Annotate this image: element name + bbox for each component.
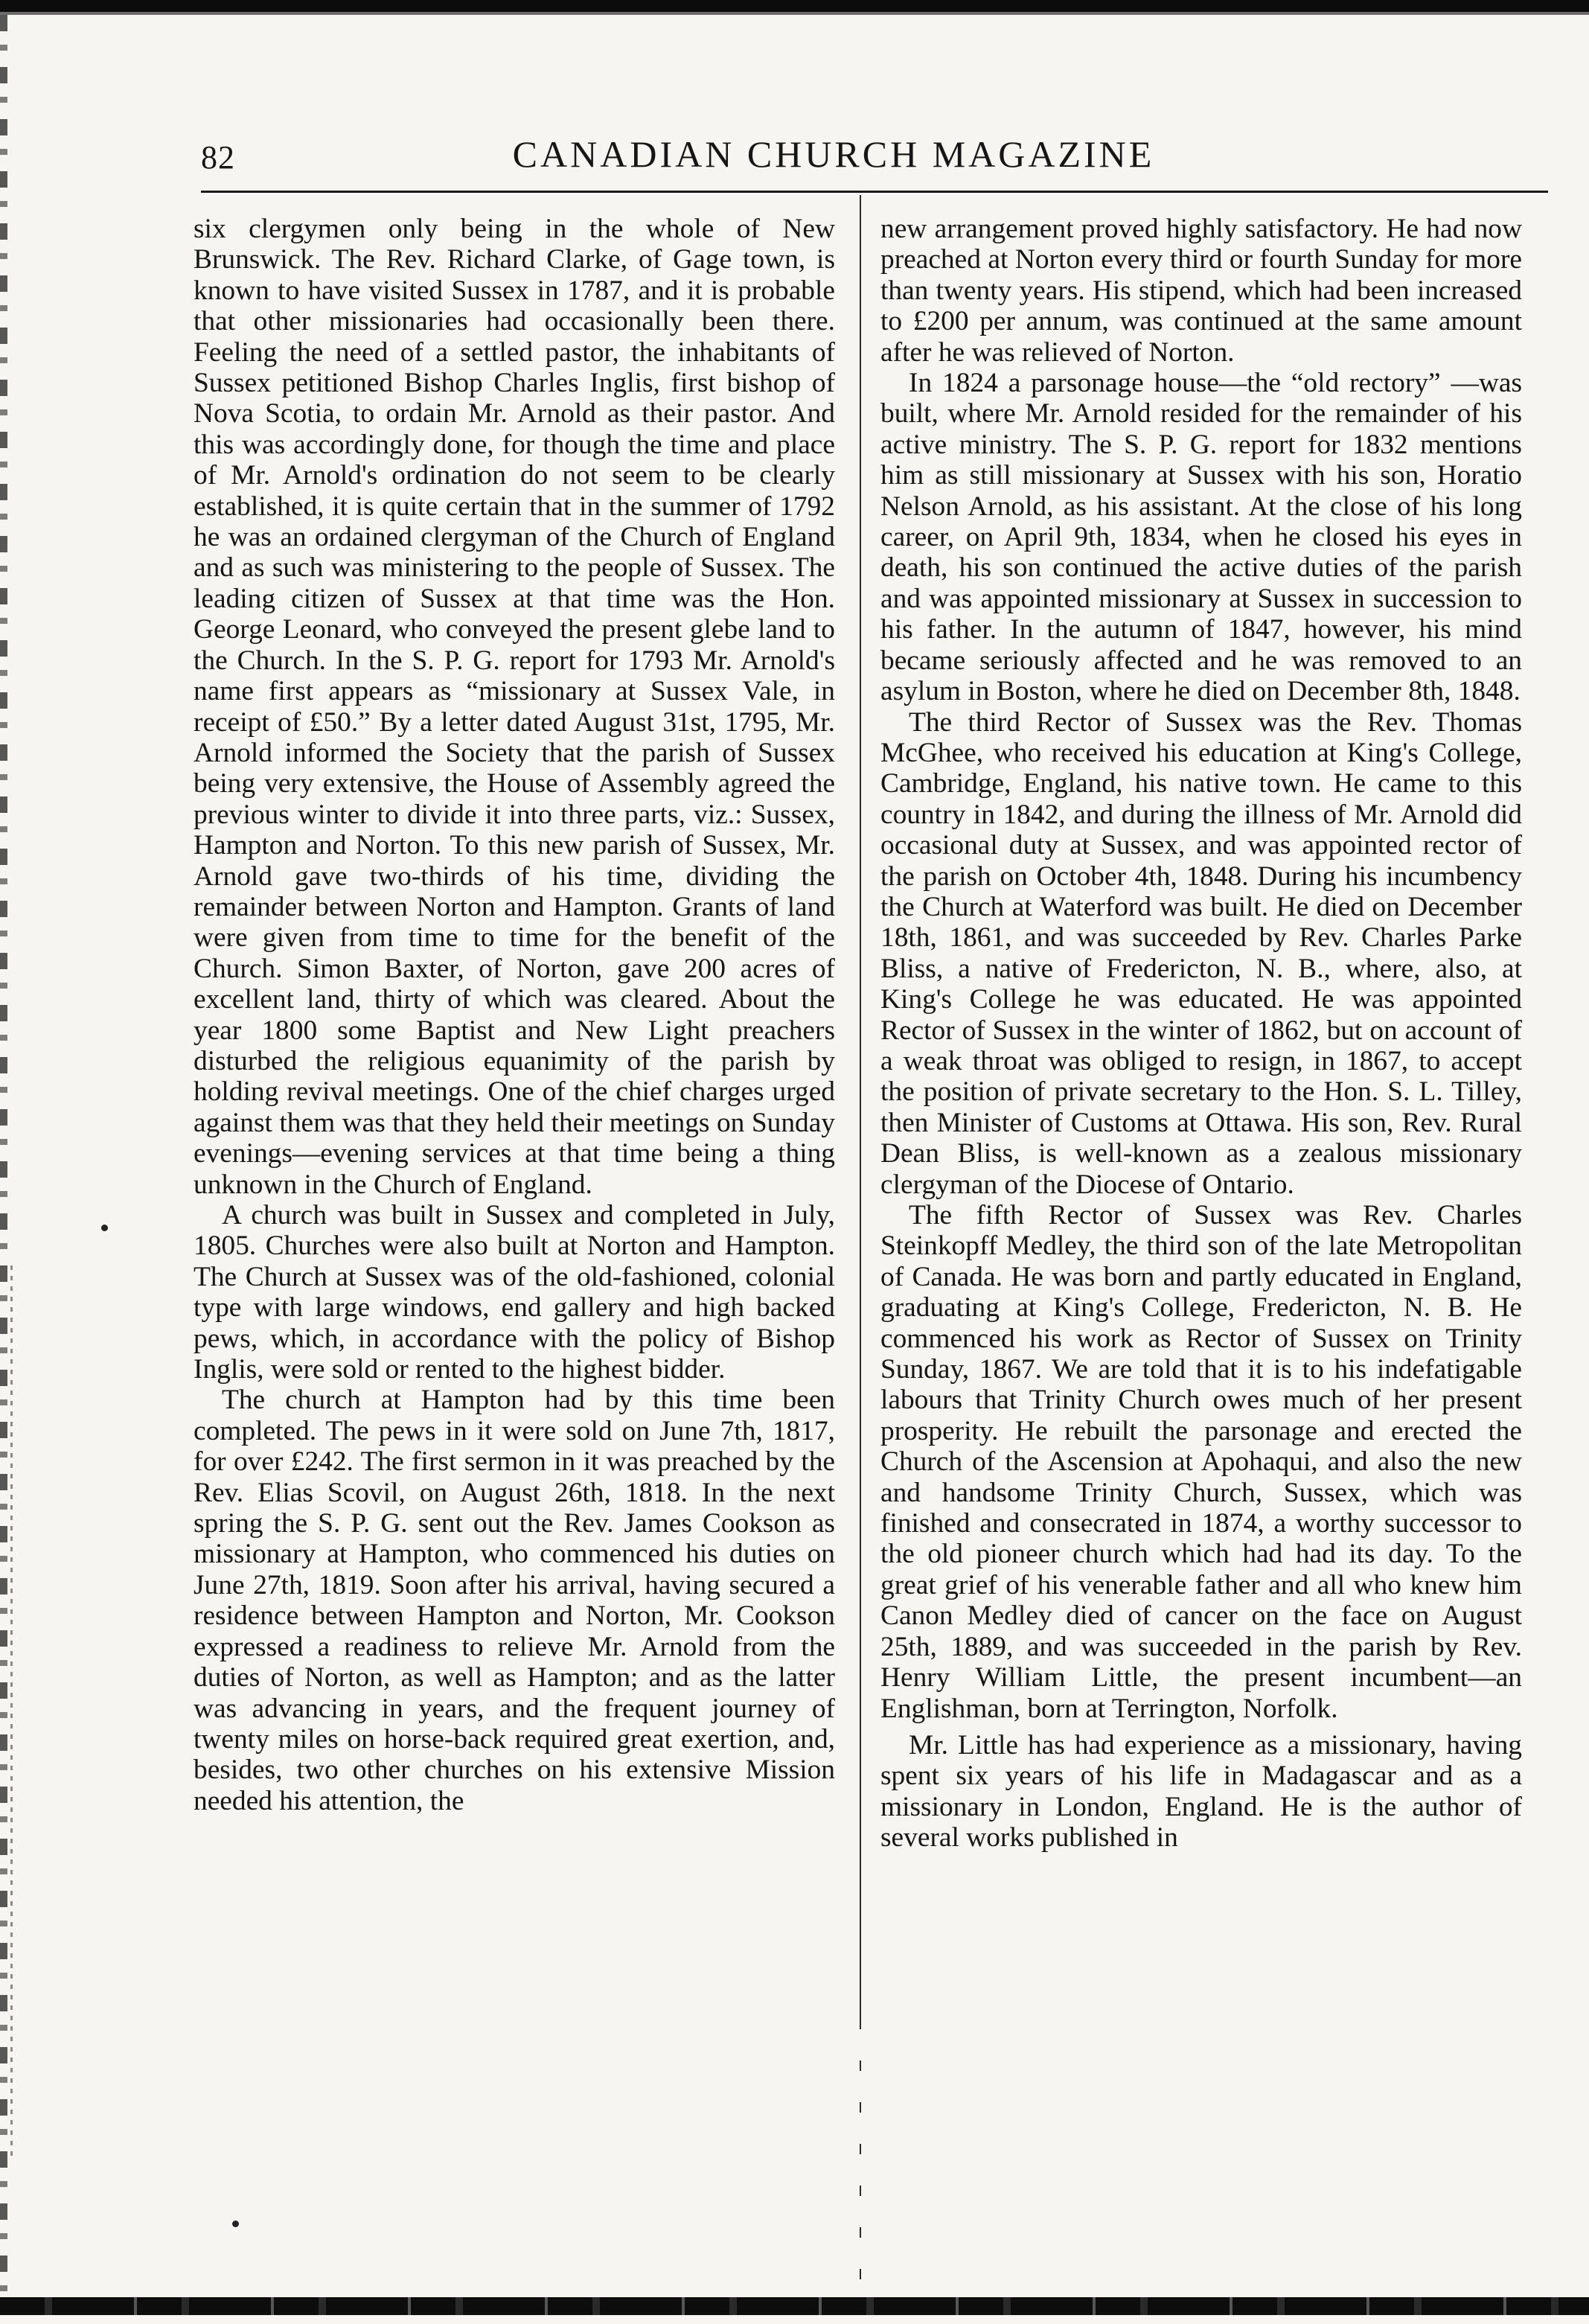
right-paragraph-4: The fifth Rector of Sussex was Rev. Charles Steinkopff Medley, the third son of the late Metropolitan of Canada. He was born and partly educated in England, graduating at King's College, Fredericton, N. B. He commenced his work as Rector of Sussex on Trinity Sunday, 1867. We are told that it is to his indefatigable labours that Trinity Church owes much of her present prosperity. He rebuilt the parsonage and erected the Church of the Ascension at Apohaqui, and also the new and handsome Trinity Church, Sussex, which was finished and consecrated in 1874, a worthy successor to the old pioneer church which had had its day. To the great grief of his venerable father and all who knew him Canon Medley died of cancer on the face on August 25th, 1889, and was succeeded in the parish by Rev. Henry William Little, the present incumbent—an Englishman, born at Terrington, Norfolk. (880, 1200, 1522, 1724)
right-paragraph-2: In 1824 a parsonage house—the “old rectory” —was built, where Mr. Arnold resided for the remainder of his active ministry. The S. P. G. report for 1832 mentions him as still missionary at Sussex with his son, Horatio Nelson Arnold, as his assistant. At the close of his long career, on April 9th, 1834, when he closed his eyes in death, his son continued the active duties of the parish and was appointed missionary at Sussex in succession to his father. In the autumn of 1847, however, his mind became seriously affected and he was removed to an asylum in Boston, where he died on December 8th, 1848. (880, 368, 1522, 707)
right-paragraph-3: The third Rector of Sussex was the Rev. Thomas McGhee, who received his education at King's College, Cambridge, England, his native town. He came to this country in 1842, and during the illness of Mr. Arnold did occasional duty at Sussex, and was appointed rector of the parish on October 4th, 1848. During his incumbency the Church at Waterford was built. He died on December 18th, 1861, and was succeeded by Rev. Charles Parke Bliss, a native of Fredericton, N. B., where, also, at King's College he was educated. He was appointed Rector of Sussex in the winter of 1862, but on account of a weak throat was obliged to resign, in 1867, to accept the position of private secretary to the Hon. S. L. Tilley, then Minister of Customs at Ottawa. His son, Rev. Rural Dean Bliss, is well-known as a zealous missionary clergyman of the Diocese of Ontario. (880, 706, 1522, 1200)
column-divider (860, 195, 861, 2019)
page-header (201, 133, 1466, 185)
page-number: 82 (201, 139, 235, 176)
footer-mark-dot (232, 2221, 239, 2227)
left-paragraph-3: The church at Hampton had by this time been completed. The pews in it were sold on June 7th, 1817, for over £242. The first sermon in it was preached by the Rev. Elias Scovil, on August 26th, 1818. In the next spring the S. P. G. sent out the Rev. James Cookson as missionary at Hampton, who commenced his duties on June 27th, 1819. Soon after his arrival, having secured a residence between Hampton and Norton, Mr. Cookson expressed a readiness to relieve Mr. Arnold from the duties of Norton, as well as Hampton; and as the latter was advancing in years, and the frequent journey of twenty miles on horse-back required great exertion, and, besides, two other churches on his extensive Mission needed his attention, the (194, 1385, 835, 1816)
left-paragraph-2: A church was built in Sussex and completed in July, 1805. Churches were also built at Norton and Hampton. The Church at Sussex was of the old-fashioned, colonial type with large windows, end gallery and high backed pews, which, in accordance with the policy of Bishop Inglis, were sold or rented to the highest bidder. (194, 1200, 835, 1385)
right-paragraph-5: Mr. Little has had experience as a missionary, having spent six years of his life in Madagascar and as a missionary in London, England. He is the author of several works published in (880, 1729, 1522, 1854)
left-column (194, 214, 835, 2287)
magazine-title: CANADIAN CHURCH MAGAZINE (512, 133, 1155, 175)
top-border-rule-shadow (0, 12, 1589, 15)
left-scan-edge-dots (10, 1265, 13, 2159)
right-paragraph-1: new arrangement proved highly satisfactory. He had now preached at Norton every third or fourth Sunday for more than twenty years. His stipend, which had been increased to £200 per annum, was continued at the same amount after he was relieved of Norton. (880, 214, 1522, 368)
right-column (880, 214, 1522, 2287)
left-scan-edge (0, 15, 7, 2293)
column-divider-broken (860, 2019, 861, 2287)
margin-mark-dot (101, 1225, 108, 1231)
bottom-border-rule (0, 2297, 1589, 2315)
left-paragraph-1: six clergymen only being in the whole of New Brunswick. The Rev. Richard Clarke, of Gage town, is known to have visited Sussex in 1787, and it is probable that other missionaries had occasionally been there. Feeling the need of a settled pastor, the inhabitants of Sussex petitioned Bishop Charles Inglis, first bishop of Nova Scotia, to ordain Mr. Arnold as their pastor. And this was accordingly done, for though the time and place of Mr. Arnold's ordination do not seem to be clearly established, it is quite certain that in the summer of 1792 he was an ordained clergyman of the Church of England and as such was ministering to the people of Sussex. The leading citizen of Sussex at that time was the Hon. George Leonard, who conveyed the present glebe land to the Church. In the S. P. G. report for 1793 Mr. Arnold's name first appears as “missionary at Sussex Vale, in receipt of £50.” By a letter dated August 31st, 1795, Mr. Arnold informed the Society that the parish of Sussex being very extensive, the House of Assembly agreed the previous winter to divide it into three parts, viz.: Sussex, Hampton and Norton. To this new parish of Sussex, Mr. Arnold gave two-thirds of his time, dividing the remainder between Norton and Hampton. Grants of land were given from time to time for the benefit of the Church. Simon Baxter, of Norton, gave 200 acres of excellent land, thirty of which was cleared. About the year 1800 some Baptist and New Light preachers disturbed the religious equanimity of the parish by holding revival meetings. One of the chief charges urged against them was that they held their meetings on Sunday evenings—evening services at that time being a thing unknown in the Church of England. (194, 214, 835, 1200)
header-rule (201, 191, 1548, 193)
top-border-rule (0, 0, 1589, 12)
